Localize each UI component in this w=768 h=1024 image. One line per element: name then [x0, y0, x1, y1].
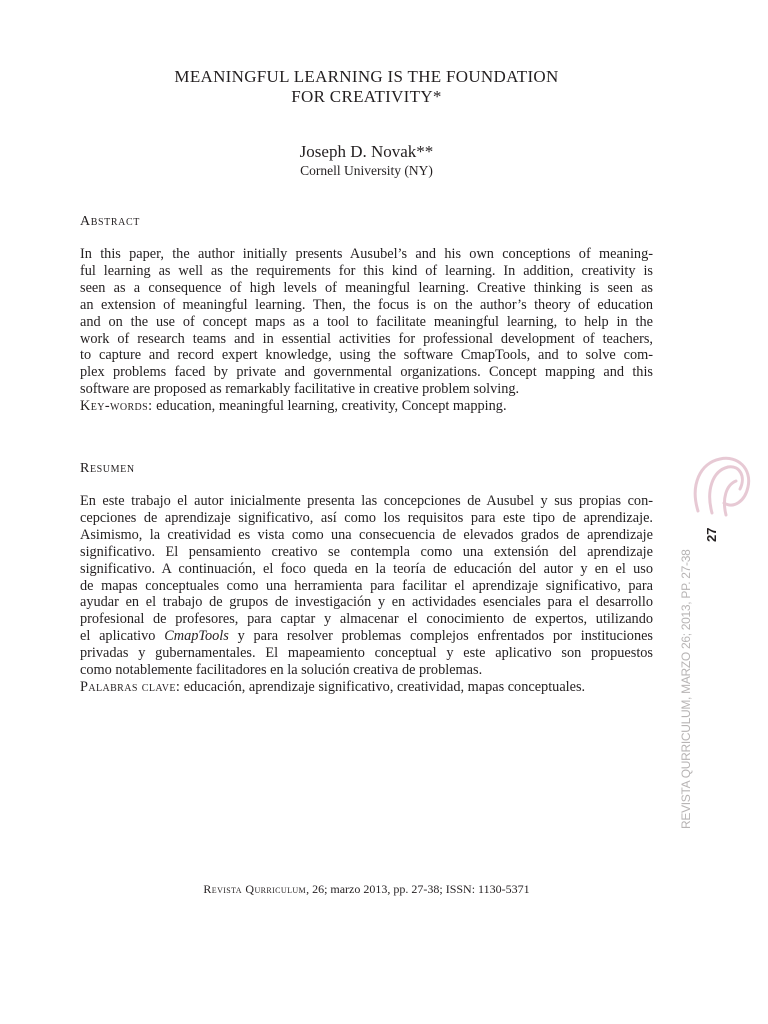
- abstract-line: seen as a consequence of high levels of meaningful learning. Creative thinking is seen as: [80, 279, 653, 296]
- resumen-heading: Resumen: [80, 461, 135, 476]
- resumen-line: [80, 628, 653, 645]
- journal-ornament-icon: [690, 455, 756, 519]
- abstract-body: [80, 246, 653, 415]
- journal-name: Revista Qurriculum: [203, 882, 307, 896]
- resumen-body: [80, 493, 653, 696]
- palabras-clave-text: educación, aprendizaje significativo, creatividad, mapas conceptuales.: [180, 678, 586, 695]
- abstract-line: an extension of meaningful learning. Then, the focus is on the author’s theory of education: [80, 296, 653, 313]
- keywords-label: Key-words:: [80, 398, 153, 415]
- resumen-line: significativo. El pensamiento creativo se contempla como una extensión del aprendizaje: [80, 543, 653, 560]
- abstract-line: ful learning as well as the requirements for this kind of learning. In addition, creativity is: [80, 262, 653, 279]
- palabras-clave-label: Palabras clave:: [80, 678, 181, 695]
- abstract-line: plex problems faced by private and governmental organizations. Concept mapping and this: [80, 364, 653, 381]
- page-number: 27: [704, 527, 719, 542]
- citation-footer: [80, 882, 653, 896]
- resumen-line: cepciones de aprendizaje significativo, así como los requisitos para este tipo de aprendizaje.: [80, 509, 653, 526]
- abstract-keywords: [80, 398, 653, 415]
- title-line-1: MEANINGFUL LEARNING IS THE FOUNDATION: [174, 67, 559, 86]
- abstract-heading: Abstract: [80, 214, 140, 229]
- resumen-line-part: y para resolver problemas complejos enfrentados por instituciones: [228, 628, 653, 645]
- paper-title: [80, 67, 653, 107]
- software-name: CmapTools: [164, 628, 229, 645]
- resumen-line: ayudar en el trabajo de grupos de investigación y en actividades esenciales para el desarrollo: [80, 594, 653, 611]
- abstract-line: In this paper, the author initially presents Ausubel’s and his own conceptions of meaning-: [80, 246, 653, 262]
- resumen-keywords: [80, 679, 653, 696]
- author-affiliation: Cornell University (NY): [300, 163, 433, 178]
- resumen-line: Asimismo, la creatividad es vista como una consecuencia de elevados grados de aprendizaje: [80, 526, 653, 543]
- resumen-line: En este trabajo el autor inicialmente presenta las concepciones de Ausubel y sus propias con-: [80, 493, 653, 509]
- title-line-2: FOR CREATIVITY*: [291, 87, 442, 106]
- abstract-line: to capture and record expert knowledge, using the software CmapTools, and to solve com-: [80, 347, 653, 364]
- author-name: Joseph D. Novak**: [299, 142, 434, 161]
- resumen-line: como notablemente facilitadores en la solución creativa de problemas.: [80, 662, 483, 679]
- resumen-line: profesional de profesores, para captar y almacenar el conocimiento de expertos, utilizando: [80, 611, 653, 628]
- abstract-line: software are proposed as remarkably facilitative in creative problem solving.: [80, 381, 520, 398]
- running-header: REVISTA QURRICULUM, MARZO 26; 2013, PP. 27-38: [679, 549, 693, 829]
- resumen-line-part: el aplicativo: [80, 628, 165, 645]
- abstract-line: and on the use of concept maps as a tool to facilitate meaningful learning, to help in the: [80, 313, 653, 330]
- resumen-line: de mapas conceptuales como una herramienta para facilitar el aprendizaje significativo, para: [80, 577, 653, 594]
- citation-details: , 26; marzo 2013, pp. 27-38; ISSN: 1130-5371: [306, 882, 530, 896]
- resumen-line: privadas y gubernamentales. El mapeamiento conceptual y este aplicativo son propuestos: [80, 645, 653, 662]
- abstract-line: work of research teams and in essential activities for professional development of teachers,: [80, 330, 653, 347]
- resumen-line: significativo. A continuación, el foco queda en la teoría de educación del autor y en el uso: [80, 560, 653, 577]
- keywords-text: education, meaningful learning, creativity, Concept mapping.: [152, 398, 507, 415]
